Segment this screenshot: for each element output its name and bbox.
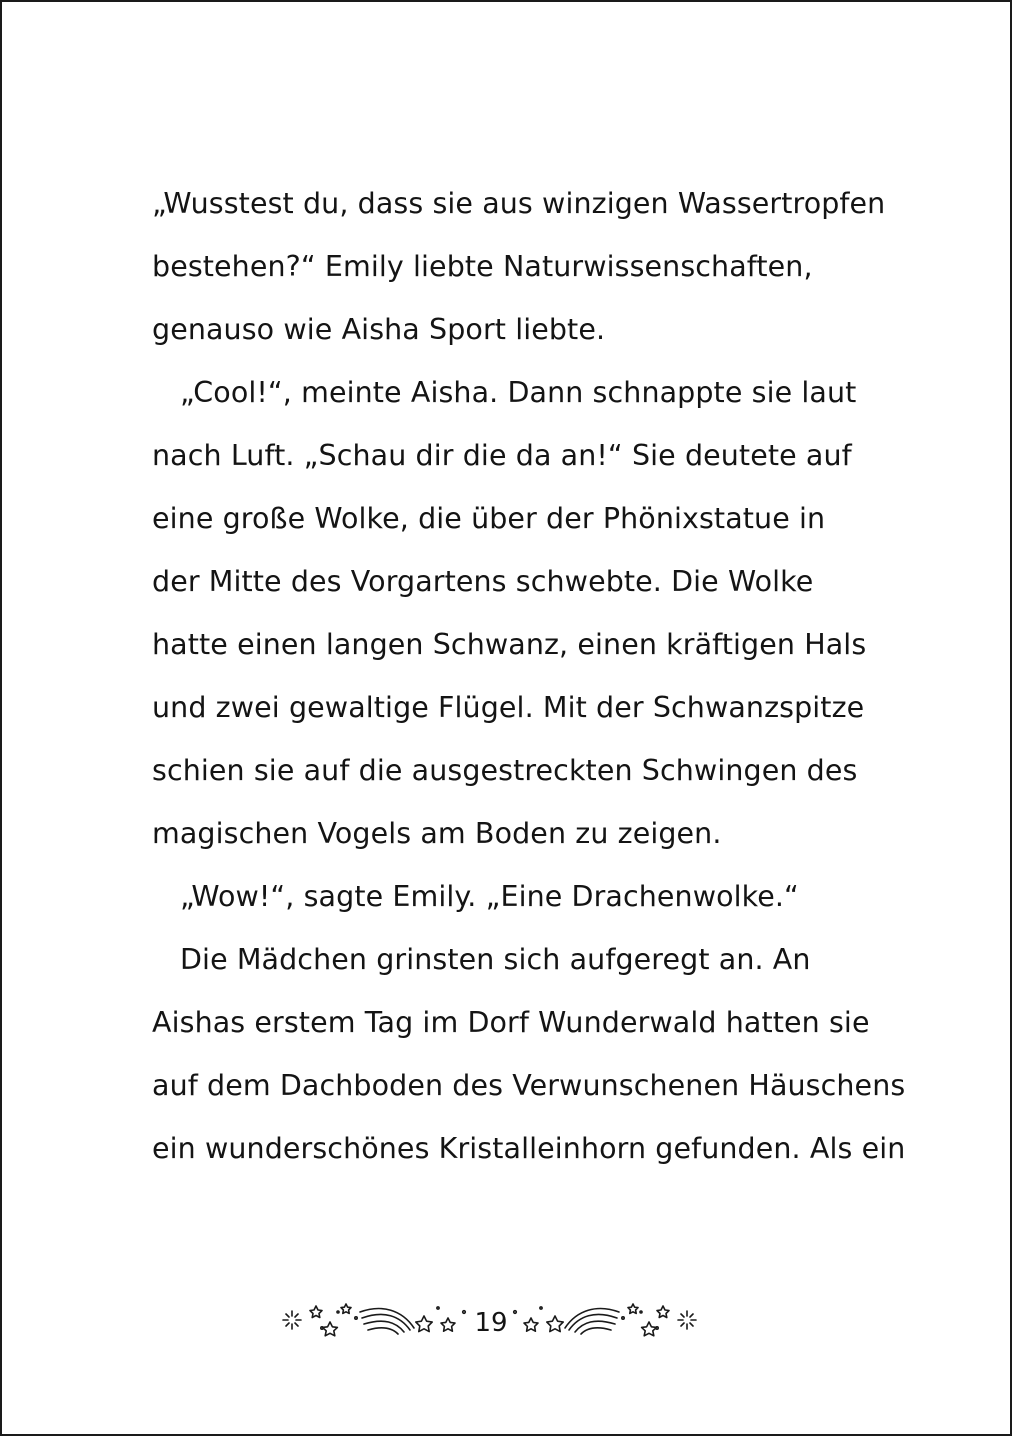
sparkle-stars-swoosh-icon (272, 1298, 472, 1340)
page-number: 19 (474, 1308, 508, 1338)
sparkle-stars-swoosh-icon (507, 1298, 707, 1340)
text-line: schien sie auf die ausgestreckten Schwingen des (152, 754, 858, 787)
text-line: genauso wie Aisha Sport liebte. (152, 313, 606, 346)
text-line: eine große Wolke, die über der Phönixstatue in (152, 502, 826, 535)
text-line: auf dem Dachboden des Verwunschenen Häuschens (152, 1069, 906, 1102)
text-line: hatte einen langen Schwanz, einen kräftigen Hals (152, 628, 867, 661)
text-line: „Wow!“, sagte Emily. „Eine Drachenwolke.“ (180, 880, 799, 913)
text-line: ein wunderschönes Kristalleinhorn gefunden. Als ein (152, 1132, 906, 1165)
text-line: der Mitte des Vorgartens schwebte. Die Wolke (152, 565, 814, 598)
text-line: „Cool!“, meinte Aisha. Dann schnappte sie laut (180, 376, 857, 409)
body-text (152, 172, 906, 1180)
text-line: bestehen?“ Emily liebte Naturwissenschaften, (152, 250, 813, 283)
text-line: Aishas erstem Tag im Dorf Wunderwald hatten sie (152, 1006, 870, 1039)
page-footer (2, 1292, 1012, 1352)
text-line: Die Mädchen grinsten sich aufgeregt an. An (180, 943, 811, 976)
text-line: nach Luft. „Schau dir die da an!“ Sie deutete auf (152, 439, 852, 472)
text-line: „Wusstest du, dass sie aus winzigen Wassertropfen (152, 187, 886, 220)
text-line: und zwei gewaltige Flügel. Mit der Schwanzspitze (152, 691, 865, 724)
text-line: magischen Vogels am Boden zu zeigen. (152, 817, 722, 850)
